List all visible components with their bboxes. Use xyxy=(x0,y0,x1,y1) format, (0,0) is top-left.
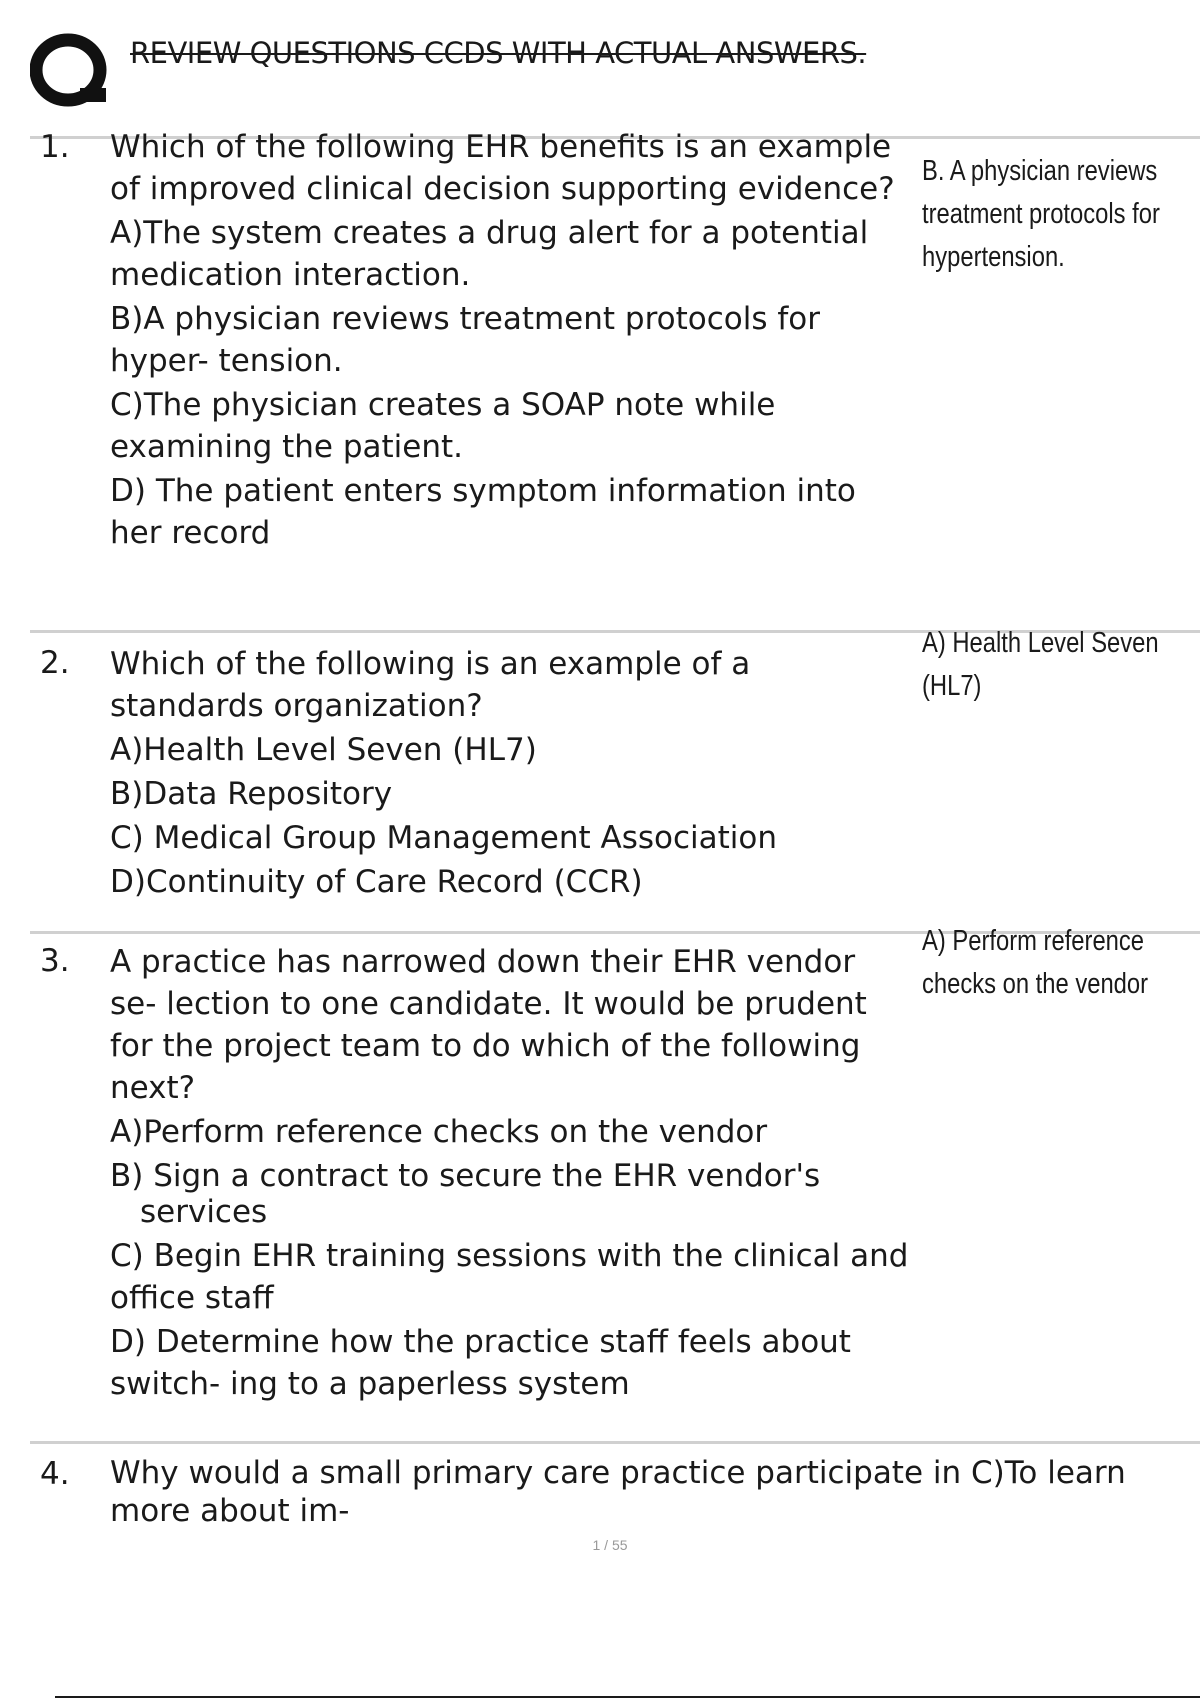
question-number: 2. xyxy=(40,645,70,681)
question-4 xyxy=(110,1454,1170,1530)
page-title: REVIEW QUESTIONS CCDS WITH ACTUAL ANSWERS. xyxy=(130,36,867,70)
option-b: B) Sign a contract to secure the EHR vendor's xyxy=(110,1158,821,1194)
option-c: C)The physician creates a SOAP note while examining the patient. xyxy=(110,387,776,465)
question-stem: Which of the following EHR benefits is an example of improved clinical decision supporting evidence? xyxy=(110,129,895,207)
answer-1: B. A physician reviews treatment protocols for hypertension. xyxy=(922,155,1160,273)
question-1 xyxy=(110,126,910,554)
page-number: 1 / 55 xyxy=(592,1537,628,1553)
answer-3: A) Perform reference checks on the vendor xyxy=(922,925,1149,1000)
option-c: C) Begin EHR training sessions with the clinical and office staff xyxy=(110,1238,909,1316)
question-number: 1. xyxy=(40,129,70,165)
option-b: B)Data Repository xyxy=(110,776,393,812)
answer-2: A) Health Level Seven (HL7) xyxy=(922,627,1159,702)
logo-icon xyxy=(30,32,110,110)
bottom-rule xyxy=(55,1696,1200,1698)
option-d: D)Continuity of Care Record (CCR) xyxy=(110,864,643,900)
option-b: B)A physician reviews treatment protocols for hyper- tension. xyxy=(110,301,820,379)
question-number: 4. xyxy=(40,1456,70,1492)
divider xyxy=(30,1441,1200,1444)
option-b-continued: services xyxy=(140,1194,268,1230)
question-number: 3. xyxy=(40,943,70,979)
option-c: C) Medical Group Management Association xyxy=(110,820,778,856)
option-d: D) The patient enters symptom information into her record xyxy=(110,473,856,551)
option-d: D) Determine how the practice staff feels about switch- ing to a paperless system xyxy=(110,1324,851,1402)
question-2 xyxy=(110,643,910,903)
option-a: A)Health Level Seven (HL7) xyxy=(110,732,537,768)
option-a: A)The system creates a drug alert for a potential medication interaction. xyxy=(110,215,869,293)
option-a: A)Perform reference checks on the vendor xyxy=(110,1114,768,1150)
question-stem: Why would a small primary care practice participate in C)To learn more about im- xyxy=(110,1455,1126,1529)
question-stem: A practice has narrowed down their EHR vendor se- lection to one candidate. It would be prudent for the project team to do which of the following next? xyxy=(110,944,867,1106)
question-3 xyxy=(110,941,910,1405)
question-stem: Which of the following is an example of a standards organization? xyxy=(110,646,751,724)
